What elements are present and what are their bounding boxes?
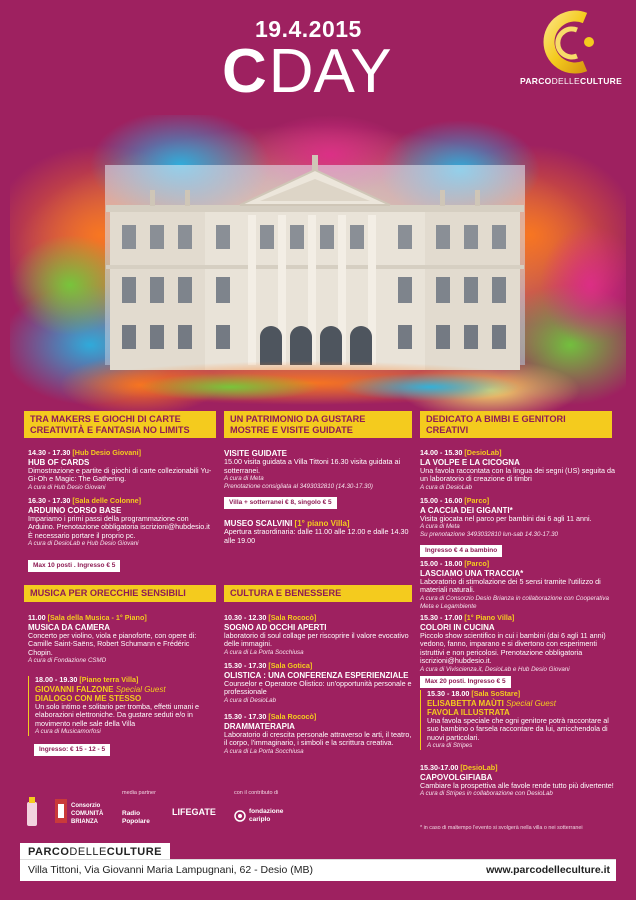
event-lasciamo-traccia: 15.00 - 18.00 [Parco] LASCIAMO UNA TRACCIA* Laboratorio di stimolazione dei 5 sensi tramite l'utilizzo di materiali naturali. A cura di Consorzio Desio Brianza in collaborazione con Cooperativa Meta e Legambiente [420, 559, 609, 610]
event-volpe-cicogna: 14.00 - 15.30 [DesioLab] LA VOLPE E LA CICOGNA Una favola raccontata con la lingua dei segni (US) seguita da un laboratorio di creazione di timbri A cura di DesioLab [420, 448, 615, 491]
event-museo-scalvini: MUSEO SCALVINI [1° piano Villa] Apertura straordinaria: dalle 11.00 alle 12.00 e dalle 14.30 alle 19.00 [224, 519, 409, 545]
cariplo-logo-icon [234, 810, 246, 822]
section-head-bimbi: DEDICATO A BIMBI E GENITORI CREATIVI [420, 411, 612, 438]
event-visite-guidate: VISITE GUIDATE 15.00 visita guidata a Villa Tittoni 16.30 visita guidata ai sotterranei. A cura di Meta Prenotazione consigliata al 3493032810 (14.30-17.30) [224, 449, 401, 491]
event-olistica: 15.30 - 17.30 [Sala Gotica] OLISTICA : UNA CONFERENZA ESPERIENZIALE Counselor e Operatore Olistico: un'opportunità personale e professionale A cura di DesioLab [224, 661, 412, 704]
cariplo-name: fondazione cariplo [249, 808, 284, 823]
section-head-makers: TRA MAKERS E GIOCHI DI CARTE CREATIVITÀ E FANTASIA NO LIMITS [24, 411, 216, 438]
radio-popolare-logo: Radio Popolare [122, 810, 150, 825]
event-colori-cucina: 15.30 - 17.00 [1° Piano Villa] COLORI IN CUCINA Piccolo show scientifico in cui i bambini (dai 6 agli 11 anni) vedono, fanno, imparano e si divertono con esperimenti istruttivi e non pericolosi. Prenotazione obbligatoria iscrizioni@hubdesio.it. A cura di Viviscienza.it, DesioLab e Hub Desio Giovani [420, 613, 606, 673]
badge-visite: Villa + sotterranei € 8, singolo € 5 [224, 497, 337, 509]
event-favola-illustrata: 15.30 - 18.00 [Sala SoStare] ELISABETTA MAÙTI Special Guest FAVOLA ILLUSTRATA Una favola speciale che ogni genitore potrà raccontare al suo bambino o farsela raccontare da lui, arricchendola di nuovi particolari. A cura di Stripes [420, 690, 616, 750]
consorzio-logo-icon [54, 798, 68, 824]
event-date: 19.4.2015 [255, 16, 362, 42]
event-hub-of-cards: 14.30 - 17.30 [Hub Desio Giovani] HUB OF CARDS Dimostrazione e partite di giochi di carte collezionabili Yu-Gi-Oh e Magic: The Gathering. A cura di Hub Desio Giovani [28, 448, 212, 491]
villa-tittoni-illustration [10, 115, 626, 415]
weather-note: * in caso di maltempo l'evento si svolgerà nella villa o nei sotterranei [420, 825, 583, 831]
footer-website-link[interactable]: www.parcodelleculture.it [486, 864, 610, 876]
title-day: DAY [268, 37, 392, 106]
event-musica-camera: 11.00 [Sala della Musica - 1° Piano] MUSICA DA CAMERA Concerto per violino, viola e pianoforte, con opere di: Camille Saint-Saëns, Robert Schumann e Frédéric Chopin. A cura di Fondazione CSMD [28, 613, 197, 665]
contributo-label: con il contributo di [234, 790, 279, 796]
badge-colori: Max 20 posti. Ingresso € 5 [420, 676, 511, 688]
event-title [222, 37, 392, 106]
media-partner-label: media partner [122, 790, 156, 796]
consorzio-name: Consorzio COMUNITÀ BRIANZA [71, 803, 104, 825]
title-c: C [222, 37, 267, 106]
event-sogno: 10.30 - 12.30 [Sala Rococò] SOGNO AD OCCHI APERTI laboratorio di soul collage per riscoprire il valore evocativo delle immagini. A cura di La Porta Socchiusa [224, 613, 409, 656]
logo-wordmark: PARCODELLECULTURE [520, 76, 623, 86]
badge-falzone: Ingresso: € 15 - 12 - 5 [34, 744, 110, 756]
footer-address: Villa Tittoni, Via Giovanni Maria Lampugnani, 62 - Desio (MB) [28, 864, 313, 876]
badge-caccia: Ingresso € 4 a bambino [420, 545, 502, 557]
event-capovolgifiaba: 15.30-17.00 [DesioLab] CAPOVOLGIFIABA Cambiare la prospettiva alle favole rende tutto più divertente! A cura di Stripes in collaborazione con DesioLab [420, 763, 614, 798]
municipal-crest-icon [26, 796, 38, 830]
section-head-patrimonio: UN PATRIMONIO DA GUSTARE MOSTRE E VISITE GUIDATE [224, 411, 412, 438]
section-head-benessere: CULTURA E BENESSERE [224, 585, 412, 602]
footer-brand: PARCODELLECULTURE [20, 843, 170, 861]
event-falzone: 18.00 - 19.30 [Piano terra Villa] GIOVANNI FALZONE Special Guest DIALOGO CON ME STESSO Un solo intimo e solitario per tromba, effetti umani e elaborazioni elettroniche. Da gustare seduti e/o in movimento nelle sale della Villa A cura di Musicamorfosi [28, 676, 216, 736]
event-caccia-giganti: 15.00 - 16.00 [Parco] A CACCIA DEI GIGANTI* Visita giocata nel parco per bambini dai 6 agli 11 anni. A cura di Meta Su prenotazione 3493032810 lun-sab 14.30-17.30 [420, 496, 592, 539]
event-drammaterapia: 15.30 - 17.30 [Sala Rococò] DRAMMATERAPIA Laboratorio di crescita personale attraverso le arti, il teatro, il corpo, l'immaginario, i simboli e la scrittura creativa. A cura di La Porta Socchiusa [224, 712, 412, 755]
lifegate-logo: LIFEGATE [172, 807, 216, 817]
badge-arduino: Max 10 posti . Ingresso € 5 [28, 560, 120, 572]
event-arduino: 16.30 - 17.30 [Sala delle Colonne] ARDUINO CORSO BASE Impariamo i primi passi della programmazione con Arduino. Prenotazione obbligatoria iscrizioni@hubdesio.it È necessario portare il proprio pc. A cura di DesioLab e Hub Desio Giovani [28, 496, 210, 548]
section-head-musica: MUSICA PER ORECCHIE SENSIBILI [24, 585, 216, 602]
